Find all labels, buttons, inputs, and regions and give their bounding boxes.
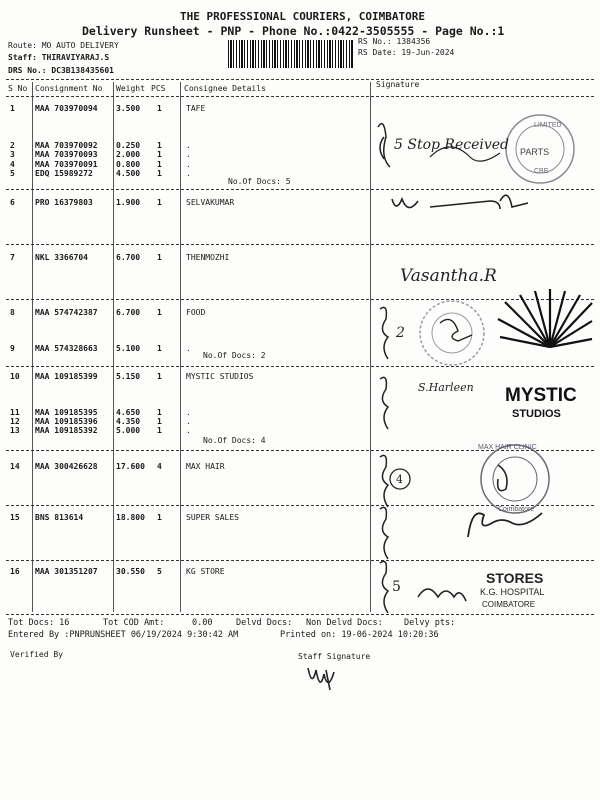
stamp-text: PARTS	[520, 147, 550, 157]
col-header-signature: Signature	[376, 80, 420, 89]
cell-sno: 3	[10, 150, 15, 159]
cell-pcs: 1	[157, 169, 162, 178]
cell-consignee: .	[186, 426, 191, 435]
entered-by: Entered By :PNPRUNSHEET 06/19/2024 9:30:42 AM	[8, 630, 239, 640]
tafe-stamp	[506, 115, 574, 183]
signature-mark	[418, 589, 466, 601]
cell-consignee: FOOD	[186, 308, 206, 317]
table-top-rule	[6, 79, 594, 80]
cell-pcs: 5	[157, 567, 162, 576]
cell-weight: 0.250	[116, 141, 141, 150]
doc-count-group1: No.Of Docs: 5	[228, 177, 291, 186]
total-docs: Tot Docs: 16	[8, 618, 70, 628]
maxhair-stamp	[478, 444, 549, 513]
handwriting-row10: S.Harleen	[418, 381, 474, 394]
cell-sno: 4	[10, 160, 15, 169]
cell-sno: 10	[10, 372, 20, 381]
cell-consignee: TAFE	[186, 104, 206, 113]
total-cod-value: 0.00	[192, 618, 213, 628]
cell-consignment: MAA 703970091	[35, 160, 98, 169]
cell-pcs: 1	[157, 344, 162, 353]
cell-consignee: .	[186, 169, 191, 178]
cell-sno: 7	[10, 253, 15, 262]
col-header-pcs: PCS	[151, 84, 166, 93]
mystic-logo	[498, 289, 592, 347]
cell-pcs: 1	[157, 372, 162, 381]
cell-weight: 5.000	[116, 426, 141, 435]
cell-pcs: 1	[157, 513, 162, 522]
cell-sno: 14	[10, 462, 20, 471]
delivery-points: Delvy pts:	[404, 618, 456, 628]
stamp-text: K.G. HOSPITAL	[480, 587, 545, 597]
cell-consignee: .	[186, 141, 191, 150]
stamp-text: STUDIOS	[512, 408, 561, 420]
handwriting-row8: 2	[396, 325, 405, 341]
stamp-text: Coimbatore	[498, 506, 535, 513]
runsheet-title: Delivery Runsheet - PNP - Phone No.:0422-3505555 - Page No.:1	[82, 24, 505, 38]
barcode	[228, 40, 354, 68]
cell-sno: 5	[10, 169, 15, 178]
cell-sno: 8	[10, 308, 15, 317]
delivered-docs: Delvd Docs:	[236, 618, 293, 628]
cell-weight: 0.800	[116, 160, 141, 169]
cell-sno: 15	[10, 513, 20, 522]
handwriting-row14: 4	[396, 473, 403, 486]
staff-signature-mark	[304, 660, 344, 694]
drs-number: DRS No.: DC3B138435601	[8, 66, 114, 75]
table-bottom-rule	[6, 614, 594, 615]
cell-consignee: THENMOZHI	[186, 253, 230, 262]
signature-mark	[378, 124, 390, 167]
cell-sno: 11	[10, 408, 20, 417]
printed-on: Printed on: 19-06-2024 10:20:36	[280, 630, 439, 640]
signature-mark	[380, 455, 388, 507]
staff-label: Staff: THIRAVIYARAJ.S	[8, 53, 110, 62]
cell-sno: 2	[10, 141, 15, 150]
doc-count-group3: No.Of Docs: 4	[203, 436, 266, 445]
cell-pcs: 4	[157, 462, 162, 471]
cell-consignment: MAA 109185392	[35, 426, 98, 435]
cell-weight: 17.600	[116, 462, 145, 471]
cell-consignee: MAX HAIR	[186, 462, 225, 471]
company-title: THE PROFESSIONAL COURIERS, COIMBATORE	[180, 10, 426, 23]
col-header-consignee: Consignee Details	[184, 84, 266, 93]
cell-consignee: KG STORE	[186, 567, 225, 576]
signature-mark	[380, 377, 388, 429]
cell-consignment: MAA 301351207	[35, 567, 98, 576]
cell-weight: 3.500	[116, 104, 141, 113]
stamp-text: STORES	[486, 570, 544, 586]
cell-weight: 30.550	[116, 567, 145, 576]
round-stamp	[420, 301, 484, 365]
cell-sno: 16	[10, 567, 20, 576]
total-cod-label: Tot COD Amt:	[103, 618, 165, 628]
cell-consignment: MAA 703970092	[35, 141, 98, 150]
cell-weight: 6.700	[116, 253, 141, 262]
stamp-text: LIMITED	[534, 122, 562, 129]
cell-weight: 5.150	[116, 372, 141, 381]
col-divider	[113, 82, 114, 612]
cell-consignment: EDQ 15989272	[35, 169, 93, 178]
cell-consignment: MAA 703970094	[35, 104, 98, 113]
cell-pcs: 1	[157, 408, 162, 417]
cell-weight: 5.100	[116, 344, 141, 353]
cell-pcs: 1	[157, 253, 162, 262]
handwriting-row1: 5 Stop Received	[394, 137, 510, 153]
cell-pcs: 1	[157, 308, 162, 317]
signature-mark	[380, 507, 388, 559]
cell-pcs: 1	[157, 104, 162, 113]
stamp-text: COIMBATORE	[482, 600, 536, 609]
cell-pcs: 1	[157, 426, 162, 435]
col-header-sno: S No	[8, 84, 28, 93]
cell-consignment: MAA 574328663	[35, 344, 98, 353]
cell-consignment: MAA 300426628	[35, 462, 98, 471]
cell-consignment: MAA 109185399	[35, 372, 98, 381]
cell-pcs: 1	[157, 160, 162, 169]
cell-sno: 1	[10, 104, 15, 113]
cell-sno: 6	[10, 198, 15, 207]
cell-consignee: .	[186, 150, 191, 159]
cell-pcs: 1	[157, 417, 162, 426]
cell-consignee: SUPER SALES	[186, 513, 239, 522]
cell-consignee: .	[186, 408, 191, 417]
non-delivered-docs: Non Delvd Docs:	[306, 618, 383, 628]
cell-consignment: BNS 813614	[35, 513, 84, 522]
signature-mark	[380, 307, 388, 359]
signature-mark	[498, 465, 507, 491]
cell-consignment: MAA 574742387	[35, 308, 98, 317]
doc-count-group2: No.Of Docs: 2	[203, 351, 266, 360]
cell-consignment: NKL 3366704	[35, 253, 88, 262]
cell-consignment: PRO 16379803	[35, 198, 93, 207]
signature-mark	[440, 319, 472, 341]
cell-sno: 12	[10, 417, 20, 426]
cell-consignee: .	[186, 417, 191, 426]
cell-sno: 13	[10, 426, 20, 435]
cell-pcs: 1	[157, 141, 162, 150]
signature-mark	[380, 561, 388, 613]
stamp-text: MAX HAIR CLINIC	[478, 444, 537, 451]
cell-consignment: MAA 109185396	[35, 417, 98, 426]
cell-weight: 18.800	[116, 513, 145, 522]
cell-pcs: 1	[157, 150, 162, 159]
rs-number: RS No.: 1384356	[358, 37, 431, 46]
cell-weight: 4.500	[116, 169, 141, 178]
verified-by: Verified By	[10, 650, 63, 659]
route-label: Route: MO AUTO DELIVERY	[8, 41, 119, 50]
stamp-text: CBE	[534, 168, 549, 175]
cell-weight: 1.900	[116, 198, 141, 207]
col-header-consignment: Consignment No	[35, 84, 103, 93]
cell-consignee: .	[186, 160, 191, 169]
rs-date: RS Date: 19-Jun-2024	[358, 48, 455, 57]
signature-artwork	[370, 97, 594, 614]
cell-weight: 6.700	[116, 308, 141, 317]
handwriting-row16: 5	[392, 579, 401, 595]
col-header-weight: Weight	[116, 84, 145, 93]
signature-mark	[392, 195, 528, 209]
cell-weight: 2.000	[116, 150, 141, 159]
cell-weight: 4.650	[116, 408, 141, 417]
cell-pcs: 1	[157, 198, 162, 207]
cell-consignment: MAA 109185395	[35, 408, 98, 417]
cell-consignee: .	[186, 344, 191, 353]
col-divider	[180, 82, 181, 612]
handwriting-row7: Vasantha.R	[400, 266, 497, 286]
cell-weight: 4.350	[116, 417, 141, 426]
col-divider	[32, 82, 33, 612]
cell-consignment: MAA 703970093	[35, 150, 98, 159]
cell-consignee: SELVAKUMAR	[186, 198, 235, 207]
signature-mark	[468, 513, 542, 537]
stamp-text: MYSTIC	[505, 385, 577, 406]
cell-consignee: MYSTIC STUDIOS	[186, 372, 254, 381]
cell-sno: 9	[10, 344, 15, 353]
staff-signature-label: Staff Signature	[298, 652, 371, 661]
